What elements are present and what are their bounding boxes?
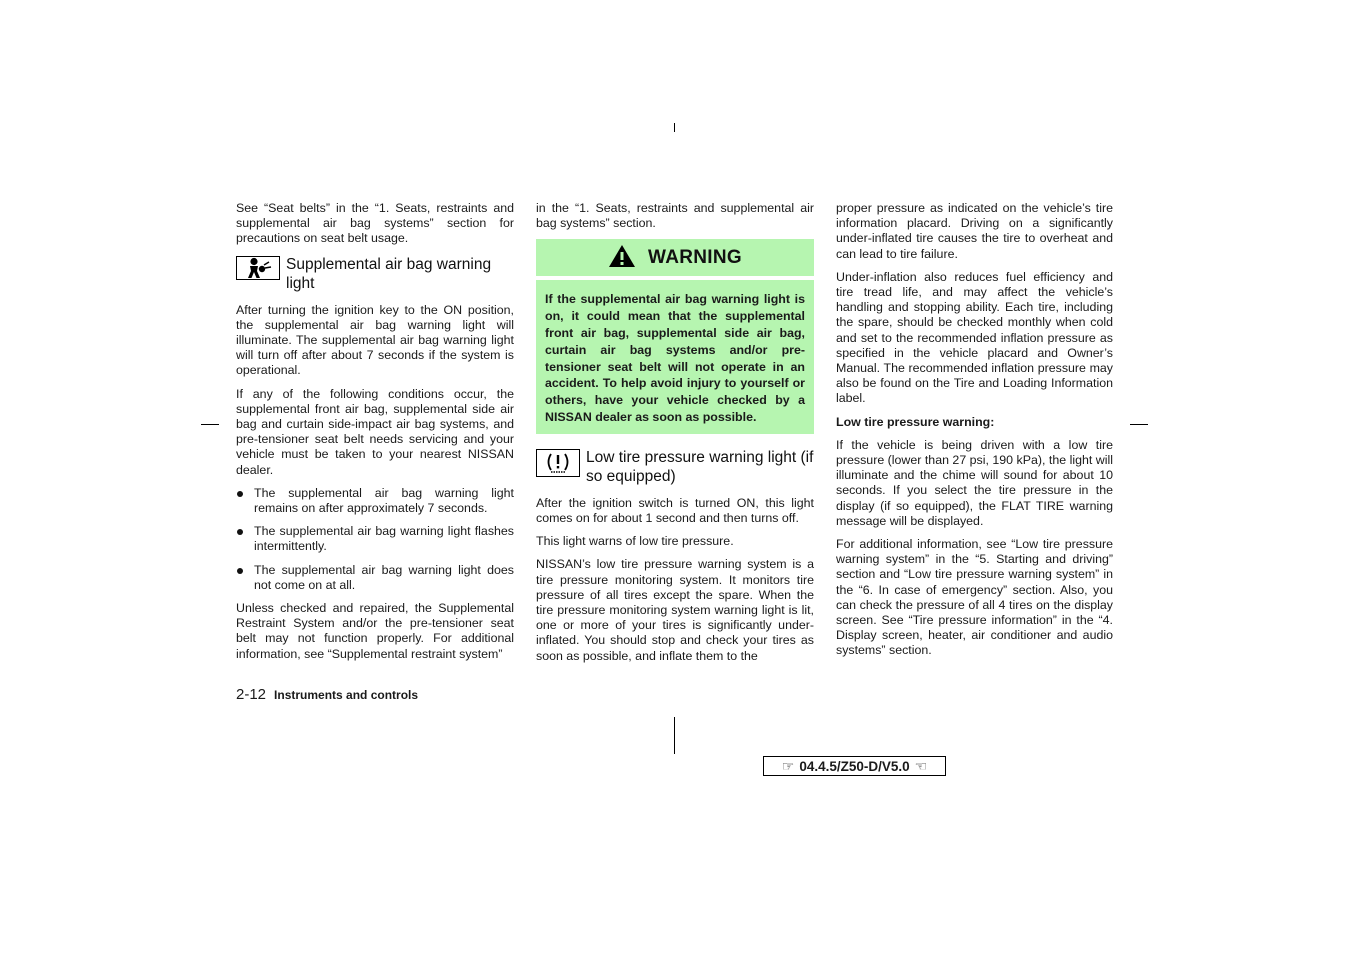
warning-header [536, 239, 814, 276]
warning-triangle-icon [608, 244, 636, 272]
document-code-box [763, 756, 946, 776]
crop-mark-left [201, 424, 219, 425]
column-1 [236, 201, 514, 670]
tire-paragraph-3: NISSAN’s low tire pressure warning system is a tire pressure monitoring system. It monitors tire pressure of all tires except the spare. When the tire pressure monitoring system warning light is lit, one or more of your tires is significantly under-inflated. You should stop and check your tires as soon as possible, and inflate them to the [536, 557, 814, 663]
page-number: 2-12 [236, 686, 267, 703]
low-tire-pressure-subheading: Low tire pressure warning: [836, 414, 995, 429]
airbag-paragraph-2: If any of the following conditions occur, the supplemental front air bag, supplemental side air bag and curtain side-impact air bag systems, and pre-tensioner seat belt needs servicing and your vehicle must be taken to your nearest NISSAN dealer. [236, 386, 514, 477]
crop-mark-top [674, 123, 675, 132]
document-code: 04.4.5/Z50-D/V5.0 [799, 758, 910, 774]
pointing-hand-right-icon: ☞ [781, 757, 795, 774]
crop-mark-bottom [674, 717, 675, 754]
tire-paragraph-1: After the ignition switch is turned ON, this light comes on for about 1 second and then turns off. [536, 495, 814, 525]
warning-body: If the supplemental air bag warning light is on, it could mean that the supplemental front air bag, supplemental side air bag, curtain air bag systems and/or pre-tensioner seat belt will not operate in an accident. To help avoid injury to yourself or others, have your vehicle checked by a NISSAN dealer as soon as possible. [536, 280, 814, 433]
tire-pressure-heading [536, 448, 814, 486]
airbag-paragraph-1: After turning the ignition key to the ON position, the supplemental air bag warning light will illuminate. The supplemental air bag warning light will turn off after about 7 seconds if the system is operational. [236, 302, 514, 378]
airbag-paragraph-3: Unless checked and repaired, the Supplemental Restraint System and/or the pre-tensioner seat belt may not function properly. For additional information, see “Supplemental restraint system” [236, 601, 514, 661]
section-reference-continued: in the “1. Seats, restraints and supplemental air bag systems” section. [536, 201, 814, 231]
tire-paragraph-7: For additional information, see “Low tire pressure warning system” in the “5. Starting and driving” section and “Low tire pressure warning system” in the “6. In case of emergency” section. Also, you can check the pressure of all 4 tires on the display screen. See “Tire pressure information” in the “4. Display screen, heater, air conditioner and audio systems” section. [836, 537, 1113, 658]
seat-belt-reference: See “Seat belts” in the “1. Seats, restraints and supplemental air bag systems” section for precautions on seat belt usage. [236, 201, 514, 246]
tire-pressure-heading-title: Low tire pressure warning light (if so equipped) [586, 448, 814, 485]
tire-paragraph-6: If the vehicle is being driven with a low tire pressure (lower than 27 psi, 190 kPa), the light will illuminate and the chime will sound for about 10 seconds. If you select the tire pressure in the display (if so equipped), the FLAT TIRE warning message will be displayed. [836, 437, 1113, 528]
list-item: The supplemental air bag warning light does not come on at all. [236, 563, 514, 593]
column-3 [836, 201, 1113, 667]
pointing-hand-left-icon: ☜ [914, 757, 928, 774]
tire-paragraph-2: This light warns of low tire pressure. [536, 534, 734, 549]
airbag-heading-title: Supplemental air bag warning light [286, 255, 492, 292]
tire-pressure-warning-icon [536, 449, 580, 477]
airbag-conditions-list [236, 486, 514, 593]
airbag-warning-icon [236, 256, 280, 280]
crop-mark-right [1130, 424, 1148, 425]
tire-paragraph-4: proper pressure as indicated on the vehicle’s tire information placard. Driving on a significantly under-inflated tire causes the tire to overheat and can lead to tire failure. [836, 201, 1113, 261]
section-title: Instruments and controls [274, 688, 419, 702]
tire-paragraph-5: Under-inflation also reduces fuel efficiency and tire tread life, and may affect the vehicle’s handling and stopping ability. Each tire, including the spare, should be checked monthly when cold and set to the recommended inflation pressure as specified in the vehicle placard and Owner’s Manual. The recommended inflation pressure may also be found on the Tire and Loading Information label. [836, 269, 1113, 406]
warning-title: WARNING [648, 247, 742, 269]
airbag-heading [236, 255, 514, 293]
page-footer [236, 686, 418, 703]
list-item: The supplemental air bag warning light remains on after approximately 7 seconds. [236, 486, 514, 516]
column-2 [536, 201, 814, 672]
list-item: The supplemental air bag warning light flashes intermittently. [236, 524, 514, 554]
